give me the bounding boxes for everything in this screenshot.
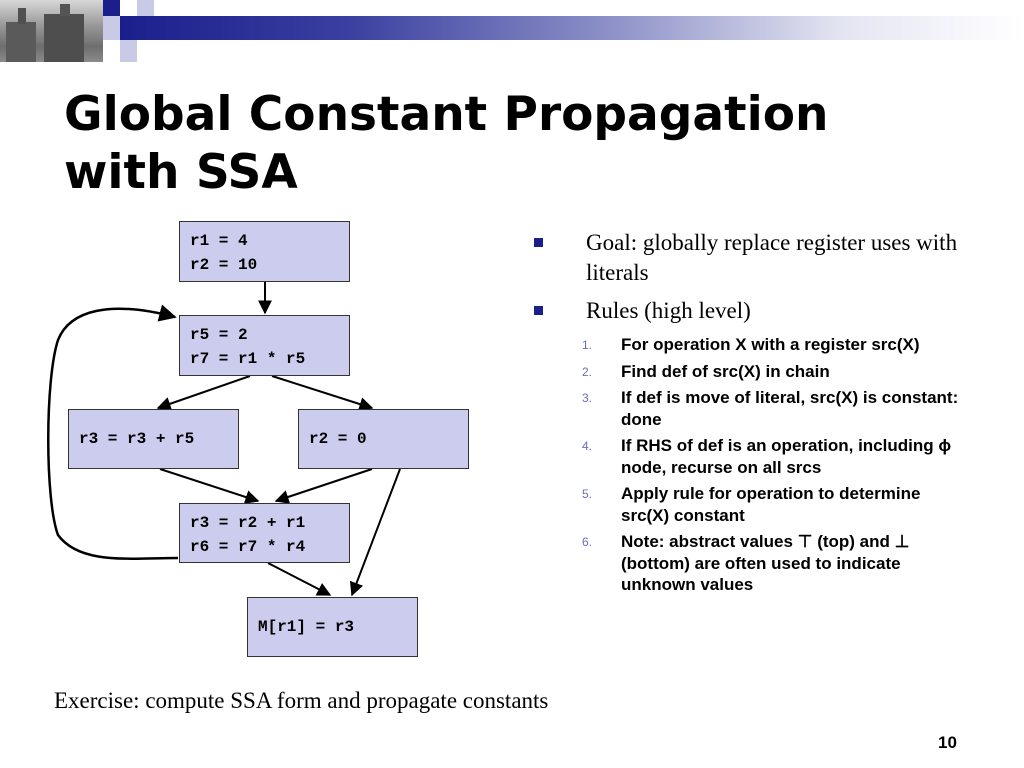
bullet-rules — [530, 296, 970, 326]
step-text: If RHS of def is an operation, including ϕ node, recurse on all srcs — [621, 436, 952, 477]
code-line: r2 = 10 — [190, 256, 258, 274]
control-flow-graph — [0, 200, 500, 680]
decor-square — [103, 16, 120, 40]
edge-b2-b4 — [272, 376, 372, 408]
edge-b3-b5 — [160, 469, 258, 501]
bullet-text: Goal: globally replace register uses with literals — [586, 230, 958, 285]
step-number: 4. — [582, 439, 593, 453]
rule-step — [530, 387, 970, 430]
rule-step — [530, 483, 970, 526]
basic-block-4 — [298, 409, 469, 469]
code-line: r7 = r1 * r5 — [190, 350, 306, 368]
code-line: M[r1] = r3 — [258, 618, 355, 636]
exercise-caption: Exercise: compute SSA form and propagate constants — [54, 688, 549, 713]
bullet-text: Rules (high level) — [586, 298, 751, 323]
step-text: Find def of src(X) in chain — [621, 361, 830, 381]
square-bullet-icon — [534, 238, 543, 247]
step-number: 2. — [582, 364, 593, 379]
header-banner — [0, 0, 1024, 62]
rule-step — [530, 435, 970, 478]
campus-building-photo — [0, 0, 103, 62]
code-line: r3 = r2 + r1 — [190, 514, 306, 532]
page-number: 10 — [938, 733, 957, 752]
slide-title-line2: with SSA — [64, 145, 298, 200]
decor-square — [103, 0, 120, 16]
header-gradient-bar — [120, 16, 1024, 40]
code-line: r3 = r3 + r5 — [79, 430, 195, 448]
rule-step — [530, 361, 970, 383]
step-number: 1. — [582, 338, 593, 352]
slide-title-line1: Global Constant Propagation — [64, 87, 829, 142]
step-number: 6. — [582, 535, 593, 549]
square-bullet-icon — [534, 306, 543, 315]
step-text: Note: abstract values ⊤ (top) and ⊥ (bottom) are often used to indicate unknown values — [621, 532, 910, 594]
basic-block-6 — [247, 597, 418, 657]
code-line: r2 = 0 — [309, 430, 367, 448]
basic-block-5 — [179, 503, 350, 563]
bullet-goal — [530, 228, 970, 288]
step-text: For operation X with a register src(X) — [621, 335, 920, 354]
step-text: If def is move of literal, src(X) is constant: done — [621, 388, 959, 429]
rule-step — [530, 531, 970, 596]
step-number: 3. — [582, 391, 593, 405]
step-text: Apply rule for operation to determine src(X) constant — [621, 484, 921, 525]
step-number: 5. — [582, 487, 593, 501]
rule-step — [530, 334, 970, 356]
decor-square — [120, 0, 137, 16]
slide-title — [64, 86, 964, 202]
edge-b5-b6 — [268, 563, 330, 595]
edge-b2-b3 — [158, 376, 250, 408]
decor-square — [120, 40, 137, 62]
edge-b4-b5 — [276, 469, 372, 501]
code-line: r5 = 2 — [190, 326, 248, 344]
code-line: r6 = r7 * r4 — [190, 538, 306, 556]
basic-block-1 — [179, 221, 350, 282]
basic-block-2 — [179, 315, 350, 376]
edge-b4-b6 — [352, 469, 400, 595]
basic-block-3 — [68, 409, 239, 469]
decor-square — [103, 40, 120, 62]
code-line: r1 = 4 — [190, 232, 248, 250]
bullet-list — [530, 228, 970, 601]
decor-square — [137, 0, 154, 16]
